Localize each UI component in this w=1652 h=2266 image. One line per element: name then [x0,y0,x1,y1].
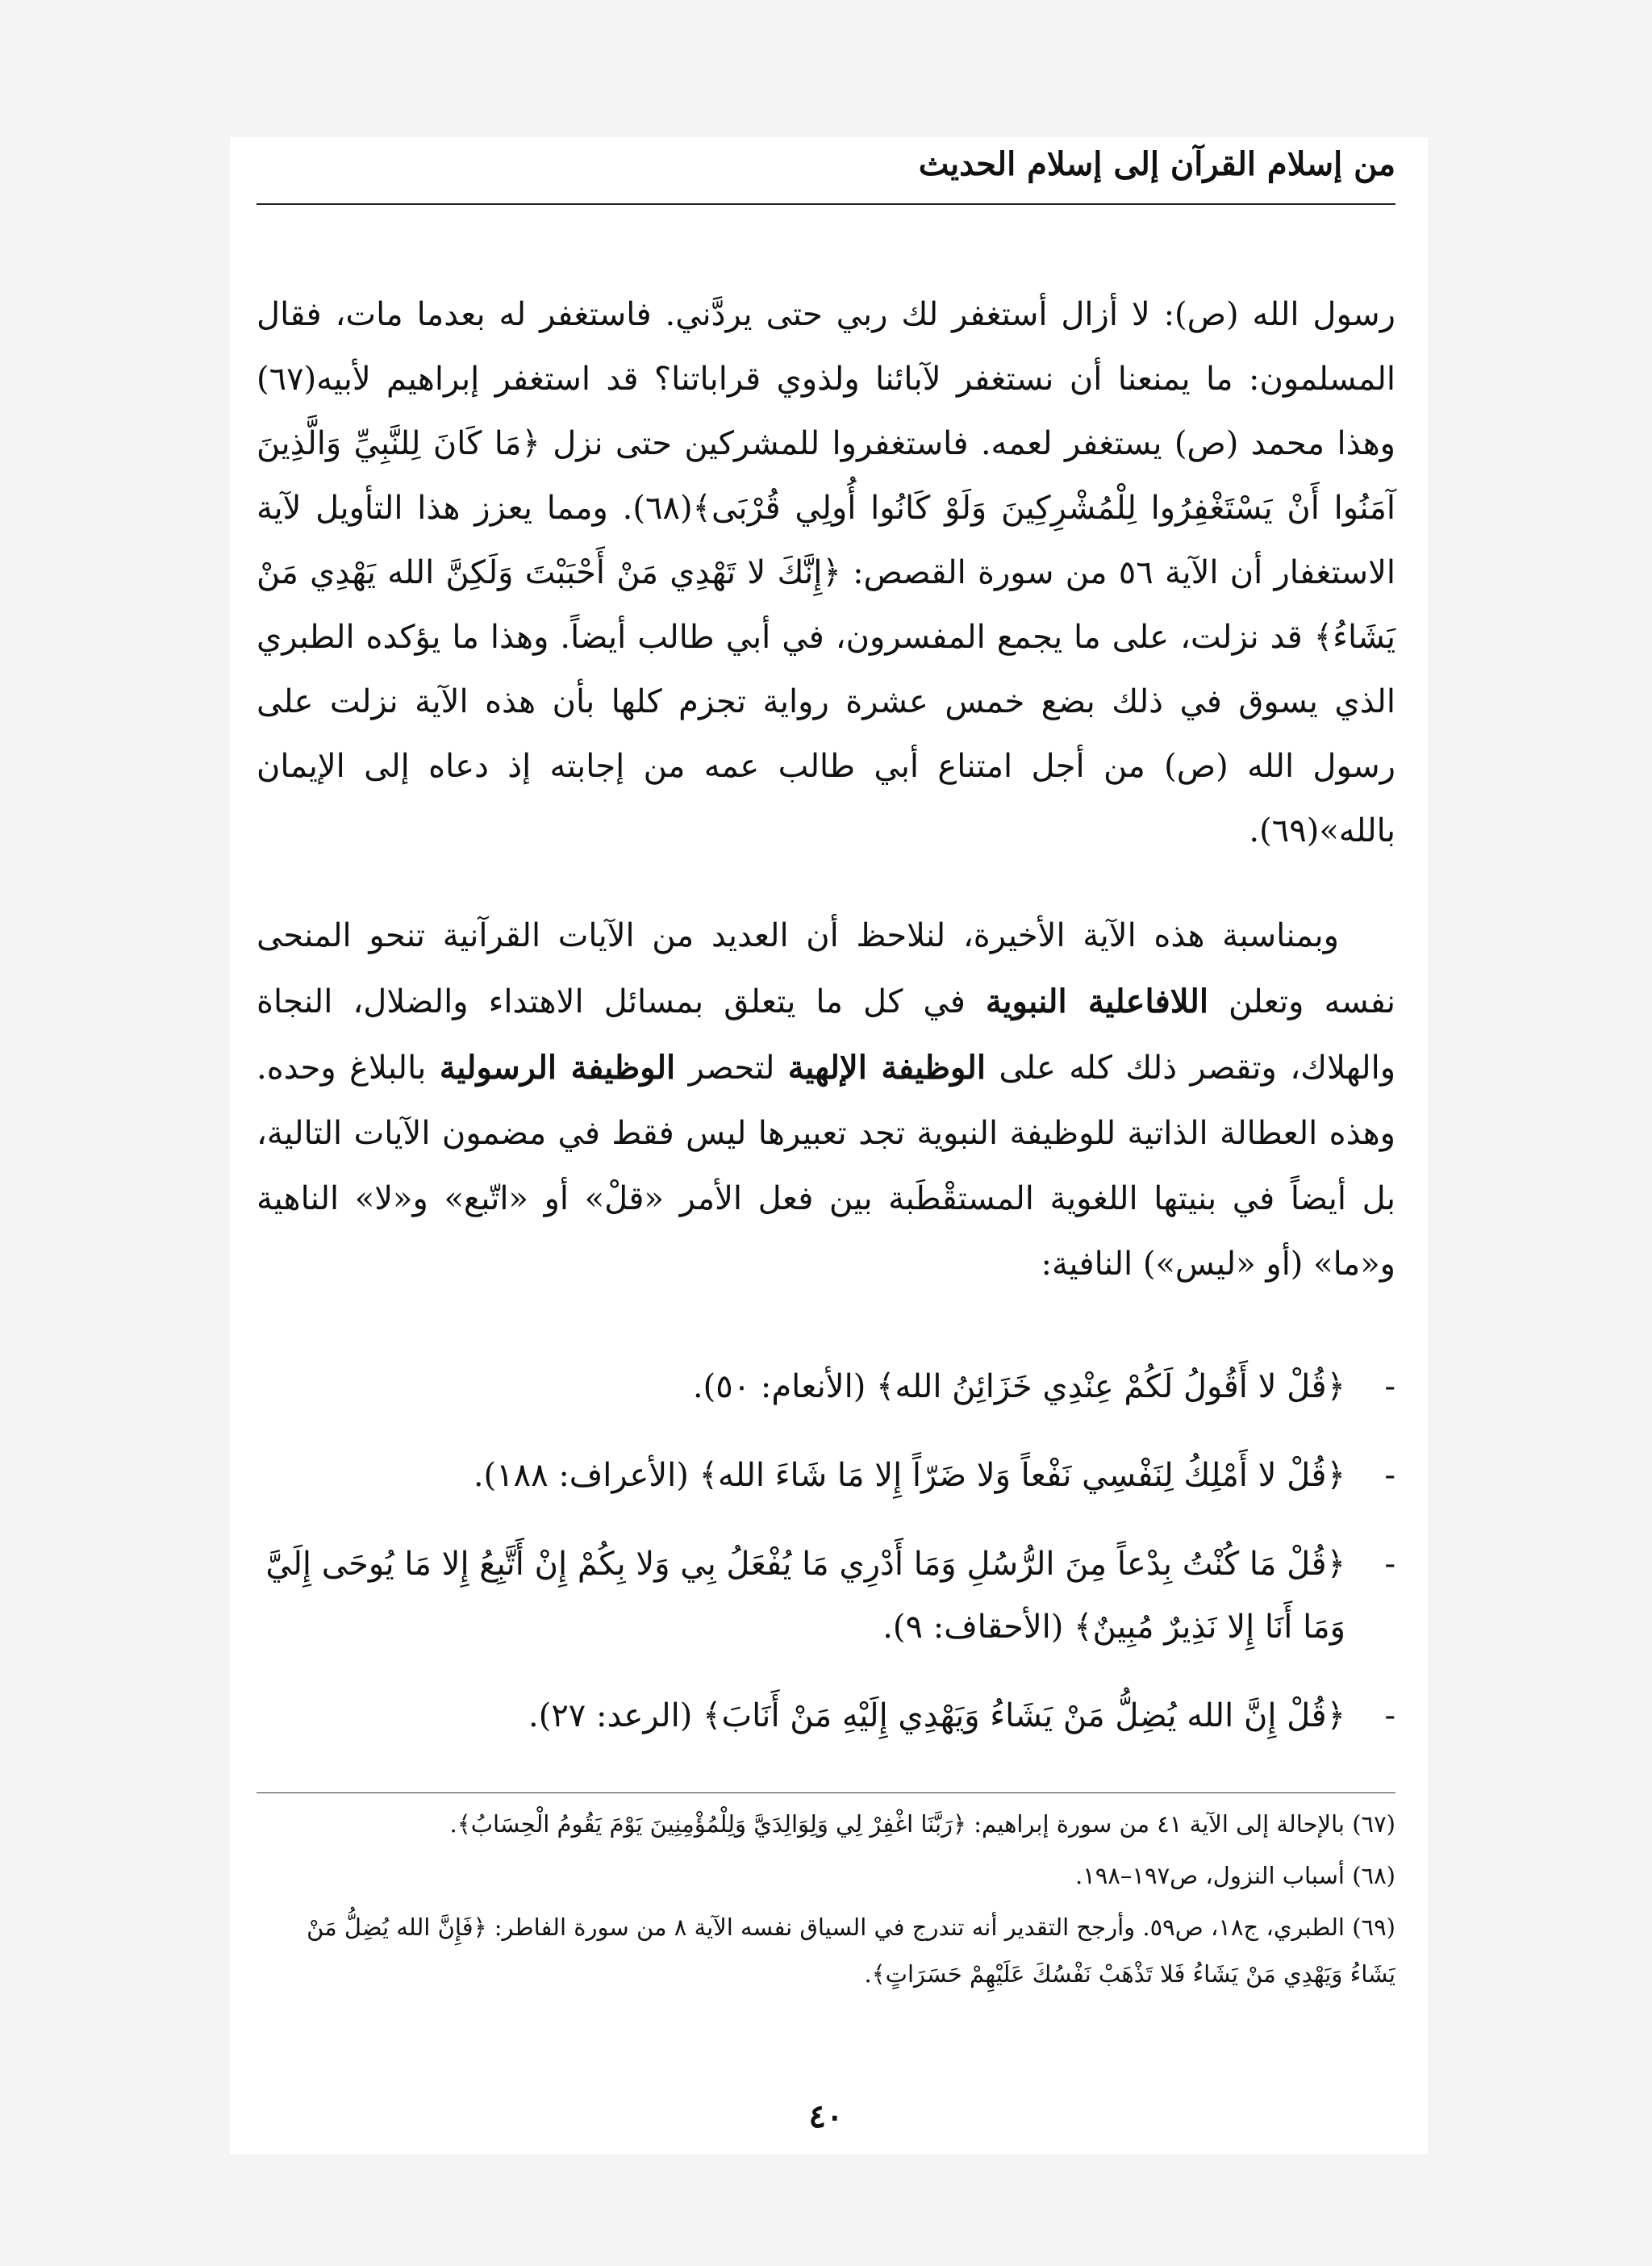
footnote-68: (٦٨) أسباب النزول، ص١٩٧–١٩٨. [1074,1862,1395,1889]
paragraph-2-text-4: بالبلاغ وحده. وهذه العطالة الذاتية للوظيفة النبوية تجد تعبيرها ليس فقط في مضمون الآيات التالية، بل أيضاً في بنيتها اللغوية المستقْطَبة بين فعل الأمر «قلْ» أو «اتّبع» و«لا» الناهية و«ما» (أو «ليس») النافية: [257,1050,1395,1283]
footnote-rule [257,1792,1395,1793]
verse-item [257,1684,1395,1747]
paragraph-2-text-3: لتحصر [675,1050,788,1087]
emphasis-prophetic-inaction: اللافاعلية النبوية [985,983,1208,1020]
running-head: من إسلام القرآن إلى إسلام الحديث [918,145,1395,183]
paragraph-2-text-1: وبمناسبة هذه الآية الأخيرة، لنلاحظ أن العديد من الآيات القرآنية تنحو المنحى نفسه وتعلن [257,917,1395,1020]
verse-dash: - [1384,1368,1395,1405]
body-paragraph-2 [257,903,1395,1297]
page-number: ٤٠ [808,2097,844,2135]
body-paragraph-1: رسول الله (ص): لا أزال أستغفر لك ربي حتى يردَّني. فاستغفر له بعدما مات، فقال المسلمون: ما يمنعنا أن نستغفر لآبائنا ولذوي قراباتنا؟ قد استغفر إبراهيم لأبيه(٦٧) وهذا محمد (ص) يستغفر لعمه. فاستغفروا للمشركين حتى نزل ﴿مَا كَانَ لِلنَّبِيِّ وَالَّذِينَ آمَنُوا أَنْ يَسْتَغْفِرُوا لِلْمُشْرِكِينَ وَلَوْ كَانُوا أُولِي قُرْبَى﴾(٦٨). ومما يعزز هذا التأويل لآية الاستغفار أن الآية ٥٦ من سورة القصص: ﴿إِنَّكَ لا تَهْدِي مَنْ أَحْبَبْتَ وَلَكِنَّ الله يَهْدِي مَنْ يَشَاءُ﴾ قد نزلت، على ما يجمع المفسرون، في أبي طالب أيضاً. وهذا ما يؤكده الطبري الذي يسوق في ذلك بضع خمس عشرة رواية تجزم كلها بأن هذه الآية نزلت على رسول الله (ص) من أجل امتناع أبي طالب عمه من إجابته إذ دعاه إلى الإيمان بالله»(٦٩). [257,296,1395,849]
verse-text: ﴿قُلْ مَا كُنْتُ بِدْعاً مِنَ الرُّسُلِ وَمَا أَدْرِي مَا يُفْعَلُ بِي وَلا بِكُمْ إِنْ أَتَّبِعُ إِلا مَا يُوحَى إِلَيَّ وَمَا أَنَا إِلا نَذِيرٌ مُبِينٌ﴾ (الأحقاف: ٩). [265,1546,1345,1646]
footnotes [257,1801,1395,2002]
verse-item [257,1533,1395,1659]
footnote-67: (٦٧) بالإحالة إلى الآية ٤١ من سورة إبراهيم: ﴿رَبَّنَا اغْفِرْ لِي وَلِوَالِدَيَّ وَلِلْمُؤْمِنِينَ يَوْمَ يَقُومُ الْحِسَابُ﴾. [449,1810,1395,1838]
verse-text: ﴿قُلْ لا أَقُولُ لَكُمْ عِنْدِي خَزَائِنُ الله﴾ (الأنعام: ٥٠). [692,1368,1345,1405]
verse-dash: - [1384,1697,1395,1734]
verse-text: ﴿قُلْ إِنَّ الله يُضِلُّ مَنْ يَشَاءُ وَيَهْدِي إِلَيْهِ مَنْ أَنَابَ﴾ (الرعد: ٢٧). [528,1697,1345,1734]
header-rule [257,203,1395,205]
verse-text: ﴿قُلْ لا أَمْلِكُ لِنَفْسِي نَفْعاً وَلا ضَرّاً إِلا مَا شَاءَ الله﴾ (الأعراف: ١٨٨). [473,1457,1345,1494]
verse-dash: - [1384,1457,1395,1494]
footnote-69: (٦٩) الطبري، ج١٨، ص٥٩. وأرجح التقدير أنه تندرج في السياق نفسه الآية ٨ من سورة الفاطر: ﴿فَإِنَّ الله يُضِلُّ مَنْ يَشَاءُ وَيَهْدِي مَنْ يَشَاءُ فَلا تَذْهَبْ نَفْسُكَ عَلَيْهِمْ حَسَرَاتٍ﴾. [307,1913,1395,1988]
verse-item [257,1444,1395,1507]
verse-list [257,1355,1395,1773]
verse-item [257,1355,1395,1418]
paragraph-2-text-2: في كل ما يتعلق بمسائل الاهتداء والضلال، النجاة والهلاك، وتقصر ذلك كله على [257,983,1396,1087]
emphasis-messenger-function: الوظيفة الرسولية [439,1049,676,1087]
emphasis-divine-function: الوظيفة الإلهية [787,1049,986,1087]
verse-dash: - [1384,1546,1395,1583]
